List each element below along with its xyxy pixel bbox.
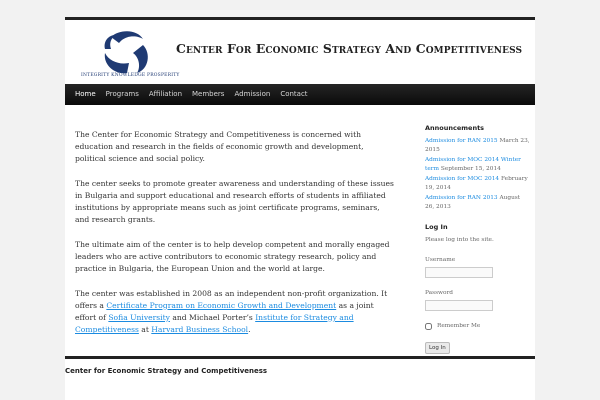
announcement-date: March 23, 2015: [425, 138, 530, 153]
announcements-list: [425, 137, 530, 212]
announcement-link[interactable]: Admission for MOC 2014: [425, 176, 500, 182]
remember-me-checkbox[interactable]: [425, 323, 432, 330]
nav-members[interactable]: Members: [192, 90, 225, 98]
mission-paragraph: The center seeks to promote greater awareness and understanding of these issues in Bulgaria and support educational and research efforts of students in affiliated institutions by appropriate means such as joint certificate programs, seminars, and research grants.: [75, 178, 394, 225]
footer-text: Center for Economic Strategy and Competitiveness: [65, 367, 268, 375]
sofia-university-link[interactable]: Sofia University: [108, 313, 170, 322]
list-item: [425, 175, 530, 193]
nav-home[interactable]: Home: [75, 90, 96, 98]
password-label: Password: [425, 290, 453, 296]
history-text-3: and Michael Porter’s: [169, 313, 256, 322]
announcement-link[interactable]: Admission for MOC 2014 Winter term: [425, 157, 521, 172]
harvard-business-school-link[interactable]: Harvard Business School: [151, 325, 249, 335]
password-input[interactable]: [425, 300, 493, 311]
list-item: [425, 156, 530, 174]
list-item: [425, 137, 530, 155]
announcement-date: August 26, 2013: [425, 195, 521, 210]
history-paragraph: [75, 288, 395, 337]
sidebar: [425, 124, 530, 354]
login-button[interactable]: Log In: [425, 342, 450, 354]
nav-contact[interactable]: Contact: [280, 90, 308, 98]
strategy-institute-link[interactable]: Institute for Strategy and Competitiveness: [75, 313, 354, 335]
remember-me-row: [425, 322, 530, 331]
history-text-4: at: [138, 325, 152, 335]
center-logo[interactable]: [79, 27, 179, 87]
nav-programs[interactable]: Programs: [105, 90, 139, 98]
history-text-2: as a joint effort of: [75, 300, 374, 322]
aim-paragraph: The ultimate aim of the center is to help develop competent and morally engaged leaders who are active contributors to economic strategy research, policy and practice in Bulgaria, the European Union and the world at large.: [75, 239, 390, 274]
announcement-date: September 15, 2014: [440, 166, 501, 172]
login-note: Please log into the site.: [425, 237, 494, 243]
announcements-heading: Announcements: [425, 124, 485, 132]
announcement-date: February 19, 2014: [425, 176, 528, 191]
main-content: [75, 129, 395, 349]
announcement-link[interactable]: Admission for RAN 2015: [425, 138, 498, 144]
announcement-link[interactable]: Admission for RAN 2013: [425, 195, 498, 201]
history-text-5: .: [248, 325, 251, 335]
certificate-program-link[interactable]: Certificate Program on Economic Growth and Development: [106, 300, 337, 310]
username-input[interactable]: [425, 267, 493, 278]
main-nav: [65, 84, 535, 105]
footer-rule: [65, 356, 535, 359]
login-heading: Log In: [425, 223, 448, 231]
remember-me-label: Remember Me: [437, 323, 481, 329]
page: [65, 17, 535, 400]
site-title[interactable]: [176, 41, 522, 56]
history-text-1: The center was established in 2008 as an independent non-profit organization. It offers a: [75, 288, 388, 310]
nav-affiliation[interactable]: Affiliation: [148, 90, 183, 98]
top-rule: [65, 17, 535, 20]
site-title-text: Center For Economic Strategy And Competitiveness: [176, 41, 523, 56]
nav-admission[interactable]: Admission: [234, 90, 271, 98]
logo-tagline: INTEGRITY KNOWLEDGE PROSPERITY: [81, 73, 180, 78]
username-label: Username: [425, 257, 456, 263]
list-item: [425, 194, 530, 212]
intro-paragraph: The Center for Economic Strategy and Competitiveness is concerned with education and research in the fields of economic growth and development, political science and social policy.: [75, 130, 364, 164]
